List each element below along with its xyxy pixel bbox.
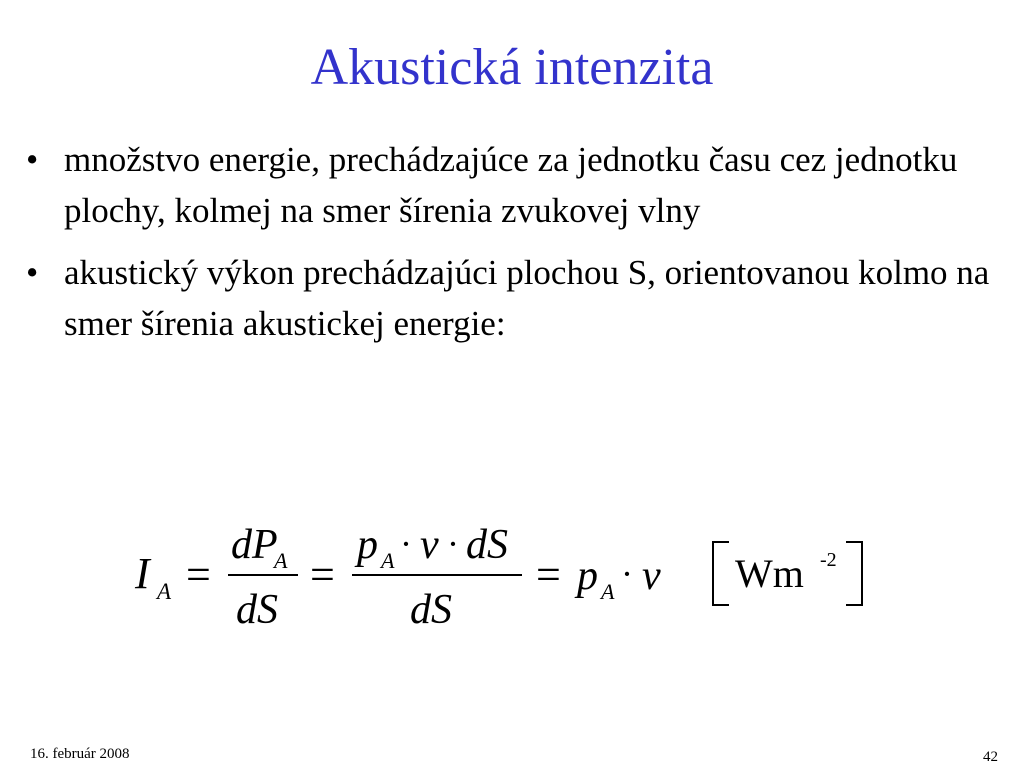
- fraction1-numerator: dP: [231, 522, 278, 568]
- equals-sign: =: [186, 550, 211, 599]
- equals-sign: =: [310, 550, 335, 599]
- page-number: 42: [983, 749, 998, 765]
- fraction1-numerator-subscript: A: [274, 548, 288, 573]
- bullet-marker: •: [26, 140, 39, 179]
- intensity-equation: [0, 500, 1024, 650]
- slide-title: Akustická intenzita: [310, 39, 714, 96]
- footer-date: 16. február 2008: [30, 746, 130, 762]
- rhs-p-subscript: A: [601, 579, 615, 604]
- equation-graphic: [0, 500, 1024, 650]
- multiplication-dot: ·: [400, 524, 412, 564]
- lhs-symbol: I: [135, 549, 150, 598]
- right-bracket: [846, 542, 862, 605]
- bullet-marker: •: [26, 253, 39, 292]
- bullet-item: [22, 247, 1012, 349]
- unit-exponent: -2: [820, 549, 837, 571]
- rhs-p: p: [577, 553, 598, 599]
- unit-base: Wm: [735, 551, 804, 596]
- bullet-list: [22, 134, 1012, 360]
- fraction2-denominator: dS: [410, 587, 452, 633]
- fraction2-numerator-p-subscript: A: [381, 548, 395, 573]
- bullet-text: množstvo energie, prechádzajúce za jednotku času cez jednotku plochy, kolmej na smer šírenia zvukovej vlny: [64, 140, 958, 230]
- fraction2-numerator-ds: dS: [466, 522, 508, 568]
- rhs-v: v: [642, 553, 661, 599]
- multiplication-dot: ·: [447, 524, 459, 564]
- lhs-subscript: A: [157, 579, 172, 604]
- fraction1-denominator: dS: [236, 587, 278, 633]
- bullet-item: [22, 134, 1012, 236]
- fraction2-numerator-p: p: [357, 522, 378, 568]
- equals-sign: =: [536, 550, 561, 599]
- left-bracket: [713, 542, 729, 605]
- bullet-text: akustický výkon prechádzajúci plochou S, orientovanou kolmo na smer šírenia akustickej energie:: [64, 253, 990, 343]
- fraction2-numerator-v: v: [420, 522, 439, 568]
- multiplication-dot: ·: [621, 554, 633, 594]
